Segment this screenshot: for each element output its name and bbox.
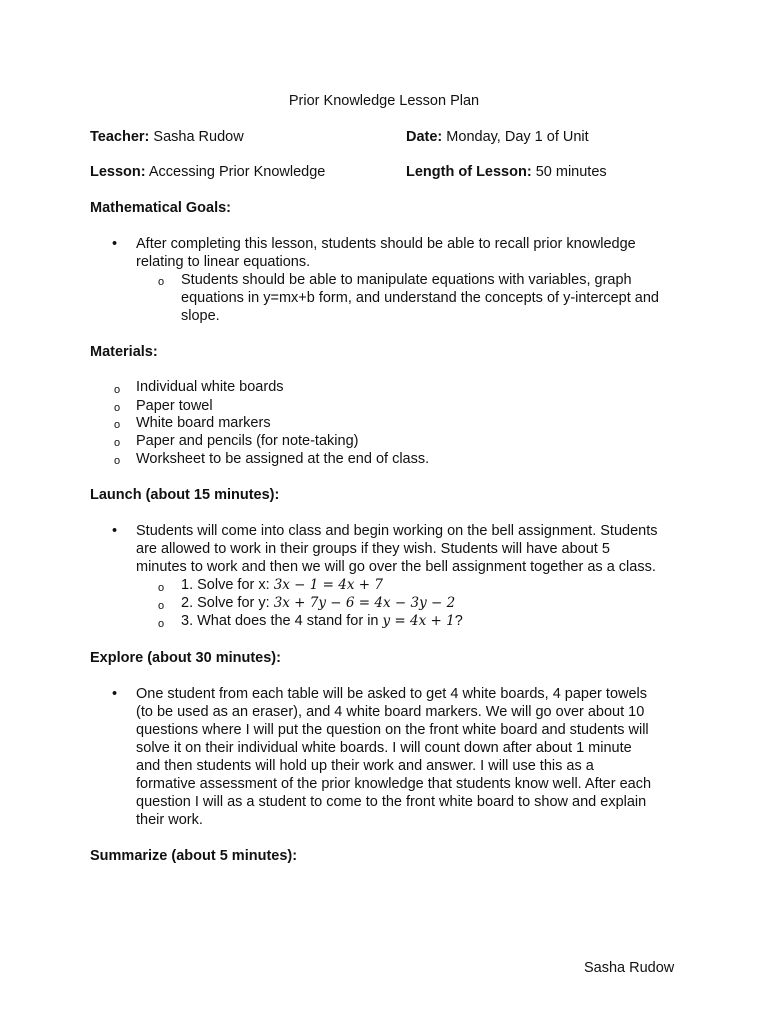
explore-line: question I will as a student to come to the front white board to show and explain: [136, 794, 647, 810]
lesson-label: Lesson:: [90, 164, 146, 180]
launch-question: [181, 594, 455, 612]
question-text: 1. Solve for x:: [181, 577, 274, 593]
bullet-icon: •: [112, 236, 118, 252]
explore-line: questions where I will put the question on the front white board and students will: [136, 722, 649, 738]
goals-bullet-line: After completing this lesson, students should be able to recall prior knowledge: [136, 236, 636, 252]
explore-line: One student from each table will be asked to get 4 white boards, 4 paper towels: [136, 686, 648, 702]
goals-bullet-line: relating to linear equations.: [136, 254, 311, 270]
bullet-icon: •: [112, 686, 118, 702]
goals-sub-line: equations in y=mx+b form, and understand the concepts of y-intercept and: [181, 290, 659, 306]
materials-item: White board markers: [136, 415, 271, 431]
equation: 3x + 7y − 6 = 4x − 3y − 2: [273, 595, 456, 611]
goals-sub-line: slope.: [181, 308, 220, 324]
equation: 3x − 1 = 4x + 7: [273, 577, 383, 593]
materials-item: Individual white boards: [136, 379, 284, 395]
explore-line: solve it on their individual white boards. I will count down after about 1 minute: [136, 740, 632, 756]
circle-bullet-icon: o: [158, 582, 165, 594]
date-label: Date:: [406, 129, 443, 145]
explore-line: (to be used as an eraser), and 4 white board markers. We will go over about 10: [136, 704, 645, 720]
circle-bullet-icon: o: [158, 276, 165, 288]
teacher-value: Sasha Rudow: [153, 129, 244, 145]
explore-line: and then students will hold up their work and answer. I will use this as a: [136, 758, 594, 774]
date-field: [406, 128, 589, 146]
length-value: 50 minutes: [535, 164, 607, 180]
explore-line: formative assessment of the prior knowledge that students know well. After each: [136, 776, 652, 792]
launch-line: minutes to work and then we will go over the bell assignment together as a class.: [136, 559, 656, 575]
page-title: Prior Knowledge Lesson Plan: [288, 93, 480, 109]
materials-item: Paper and pencils (for note-taking): [136, 433, 359, 449]
launch-question: [181, 576, 383, 594]
footer-author: Sasha Rudow: [584, 960, 675, 976]
teacher-field: [90, 128, 244, 146]
materials-heading: Materials:: [90, 344, 158, 360]
question-text: 3. What does the 4 stand for in: [181, 613, 383, 629]
circle-bullet-icon: o: [114, 437, 121, 449]
launch-heading: Launch (about 15 minutes):: [90, 487, 280, 503]
lesson-field: [90, 163, 325, 181]
teacher-label: Teacher:: [90, 129, 150, 145]
materials-item: Worksheet to be assigned at the end of class.: [136, 451, 430, 467]
lesson-value: Accessing Prior Knowledge: [148, 164, 326, 180]
launch-question: [181, 612, 463, 630]
materials-item: Paper towel: [136, 398, 213, 414]
goals-sub-line: Students should be able to manipulate equations with variables, graph: [181, 272, 632, 288]
circle-bullet-icon: o: [114, 384, 121, 396]
circle-bullet-icon: o: [158, 600, 165, 612]
circle-bullet-icon: o: [114, 419, 121, 431]
explore-heading: Explore (about 30 minutes):: [90, 650, 281, 666]
length-label: Length of Lesson:: [406, 164, 532, 180]
equation: y = 4x + 1: [382, 613, 455, 629]
bullet-icon: •: [112, 523, 118, 539]
launch-line: Students will come into class and begin working on the bell assignment. Students: [136, 523, 658, 539]
question-end: ?: [454, 613, 463, 629]
date-value: Monday, Day 1 of Unit: [446, 129, 589, 145]
goals-heading: Mathematical Goals:: [90, 200, 232, 216]
circle-bullet-icon: o: [114, 402, 121, 414]
summarize-heading: Summarize (about 5 minutes):: [90, 848, 298, 864]
circle-bullet-icon: o: [158, 618, 165, 630]
launch-line: are allowed to work in their groups if they wish. Students will have about 5: [136, 541, 610, 557]
explore-line: their work.: [136, 812, 203, 828]
question-text: 2. Solve for y:: [181, 595, 274, 611]
length-field: [406, 163, 607, 181]
circle-bullet-icon: o: [114, 455, 121, 467]
